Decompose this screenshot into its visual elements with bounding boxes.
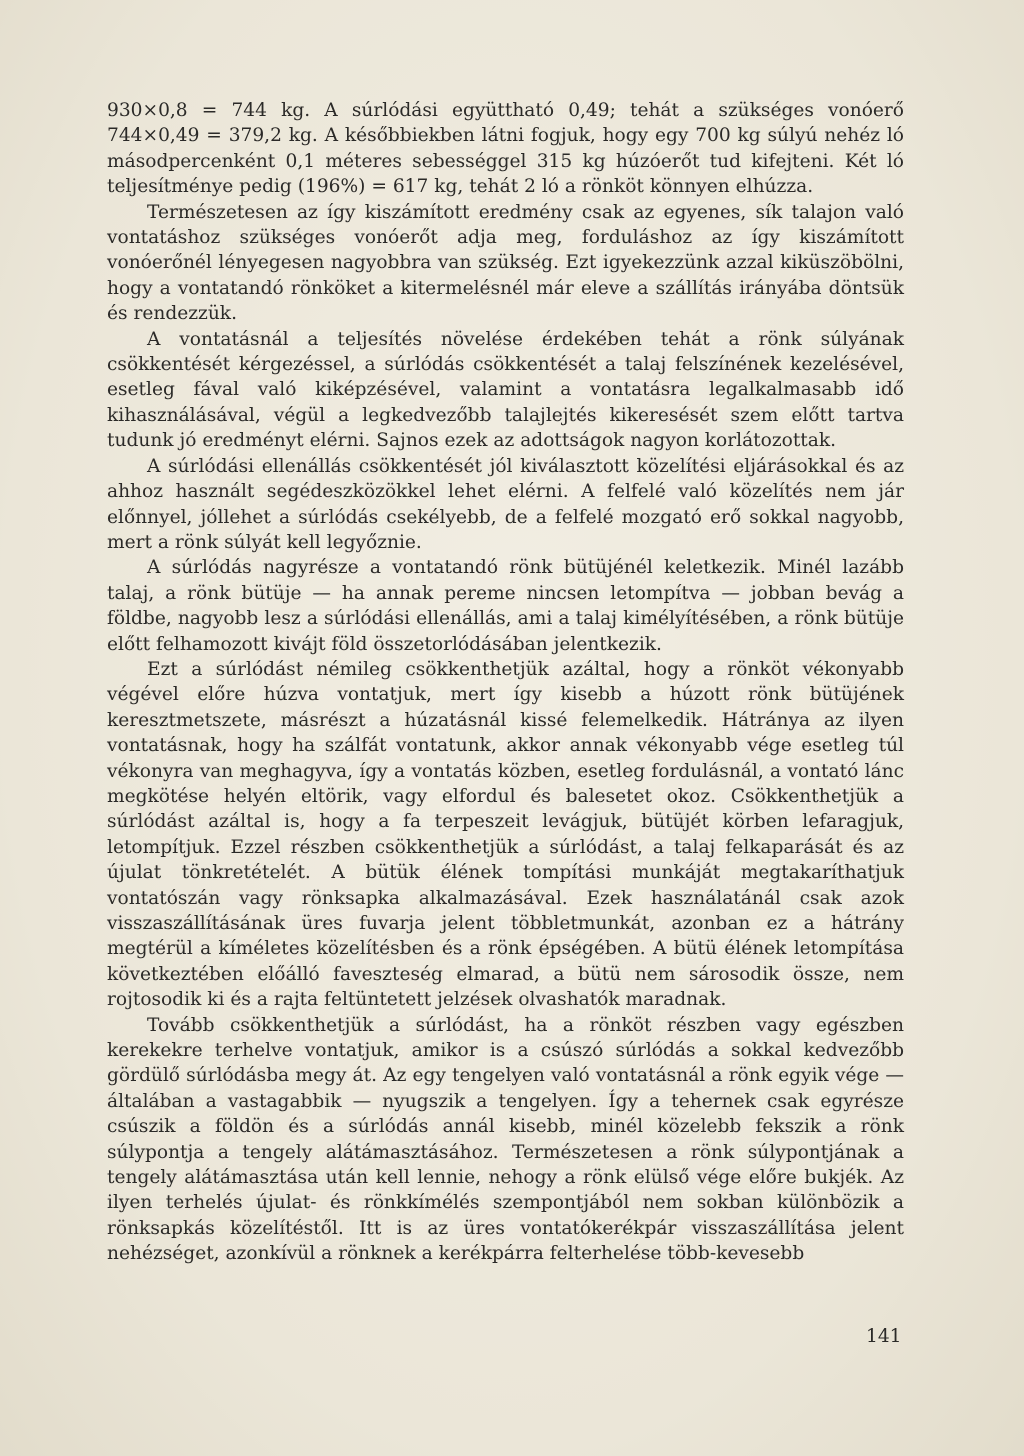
paragraph-5: A súrlódás nagyrésze a vontatandó rönk bütüjénél keletkezik. Minél lazább talaj, a rönk bütüje — ha annak pereme nincsen letompítva — jobban bevág a földbe, nagyobb lesz a súrlódási ellenállás, ami a talaj kimélyítésében, a rönk bütüje előtt felhamozott kivájt föld összetorlódásában jelentkezik. [107, 557, 904, 655]
body-text [107, 98, 904, 1267]
paragraph-1: 930×0,8 = 744 kg. A súrlódási együttható 0,49; tehát a szükséges vonóerő 744×0,49 = 379,2 kg. A későbbiekben látni fogjuk, hogy egy 700 kg súlyú nehéz ló másodpercenként 0,1 méteres sebességgel 315 kg húzóerőt tud kifejteni. Két ló teljesítménye pedig (196%) = 617 kg, tehát 2 ló a rönköt könnyen elhúzza. [107, 100, 904, 198]
paragraph-6: Ezt a súrlódást némileg csökkenthetjük azáltal, hogy a rönköt vékonyabb végével előre húzva vontatjuk, mert így kisebb a húzott rönk bütüjének keresztmetszete, másrészt a húzatásnál kissé felemelkedik. Hátránya az ilyen vontatásnak, hogy ha szálfát vontatunk, akkor annak vékonyabb vége esetleg túl vékonyra van meghagyva, így a vontatás közben, esetleg fordulásnál, a vontató lánc megkötése helyén eltörik, vagy elfordul és balesetet okoz. Csökkenthetjük a súrlódást azáltal is, hogy a fa terpeszeit levágjuk, bütüjét körben lefaragjuk, letompítjuk. Ezzel részben csökkenthetjük a súrlódást, a talaj felkaparását és az újulat tönkretételét. A bütük élének tompítási munkáját megtakaríthatjuk vontatószán vagy rönksapka alkalmazásával. Ezek használatánál csak azok visszaszállításának üres fuvarja jelent többletmunkát, azonban ez a hátrány megtérül a kíméletes közelítésben és a rönk épségében. A bütü élének letompítása következtében előálló faveszteség elmarad, a bütü nem sárosodik össze, nem rojtosodik ki és a rajta feltüntetett jelzések olvashatók maradnak. [107, 658, 904, 1011]
paragraph-3: A vontatásnál a teljesítés növelése érdekében tehát a rönk súlyának csökkentését kérgezéssel, a súrlódás csökkentését a talaj felszínének kezelésével, esetleg fával való kiképzésével, valamint a vontatásra legalkalmasabb idő kihasználásával, végül a legkedvezőbb talajlejtés kikeresését szem előtt tartva tudunk jó eredményt elérni. Sajnos ezek az adottságok nagyon korlátozottak. [107, 328, 904, 452]
paragraph-7: Tovább csökkenthetjük a súrlódást, ha a rönköt részben vagy egészben kerekekre terhelve vontatjuk, amikor is a csúszó súrlódás a sokkal kedvezőbb gördülő súrlódásba megy át. Az egy tengelyen való vontatásnál a rönk egyik vége — általában a vastagabbik — nyugszik a tengelyen. Így a tehernek csak egyrésze csúszik a földön és a súrlódás annál kisebb, minél közelebb fekszik a rönk súlypontja a tengely alátámasztásához. Természetesen a rönk súlypontjának a tengely alátámasztása után kell lennie, nehogy a rönk elülső vége előre bukjék. Az ilyen terhelés újulat- és rönkkímélés szempontjából nem sokban különbözik a rönksapkás közelítéstől. Itt is az üres vontatókerékpár visszaszállítása jelent nehézséget, azonkívül a rönknek a kerékpárra felterhelése több-kevesebb [107, 1014, 904, 1265]
page-number: 141 [866, 1326, 902, 1347]
paragraph-4: A súrlódási ellenállás csökkentését jól kiválasztott közelítési eljárásokkal és az ahhoz használt segédeszközökkel lehet elérni. A felfelé való közelítés nem jár előnnyel, jóllehet a súrlódás csekélyebb, de a felfelé mozgató erő sokkal nagyobb, mert a rönk súlyát kell legyőznie. [107, 455, 904, 553]
paragraph-2: Természetesen az így kiszámított eredmény csak az egyenes, sík talajon való vontatáshoz szükséges vonóerőt adja meg, forduláshoz az így kiszámított vonóerőnél lényegesen nagyobbra van szükség. Ezt igyekezzünk azzal kiküszöbölni, hogy a vontatandó rönköket a kitermelésnél már eleve a szállítás irányába döntsük és rendezzük. [107, 201, 904, 325]
